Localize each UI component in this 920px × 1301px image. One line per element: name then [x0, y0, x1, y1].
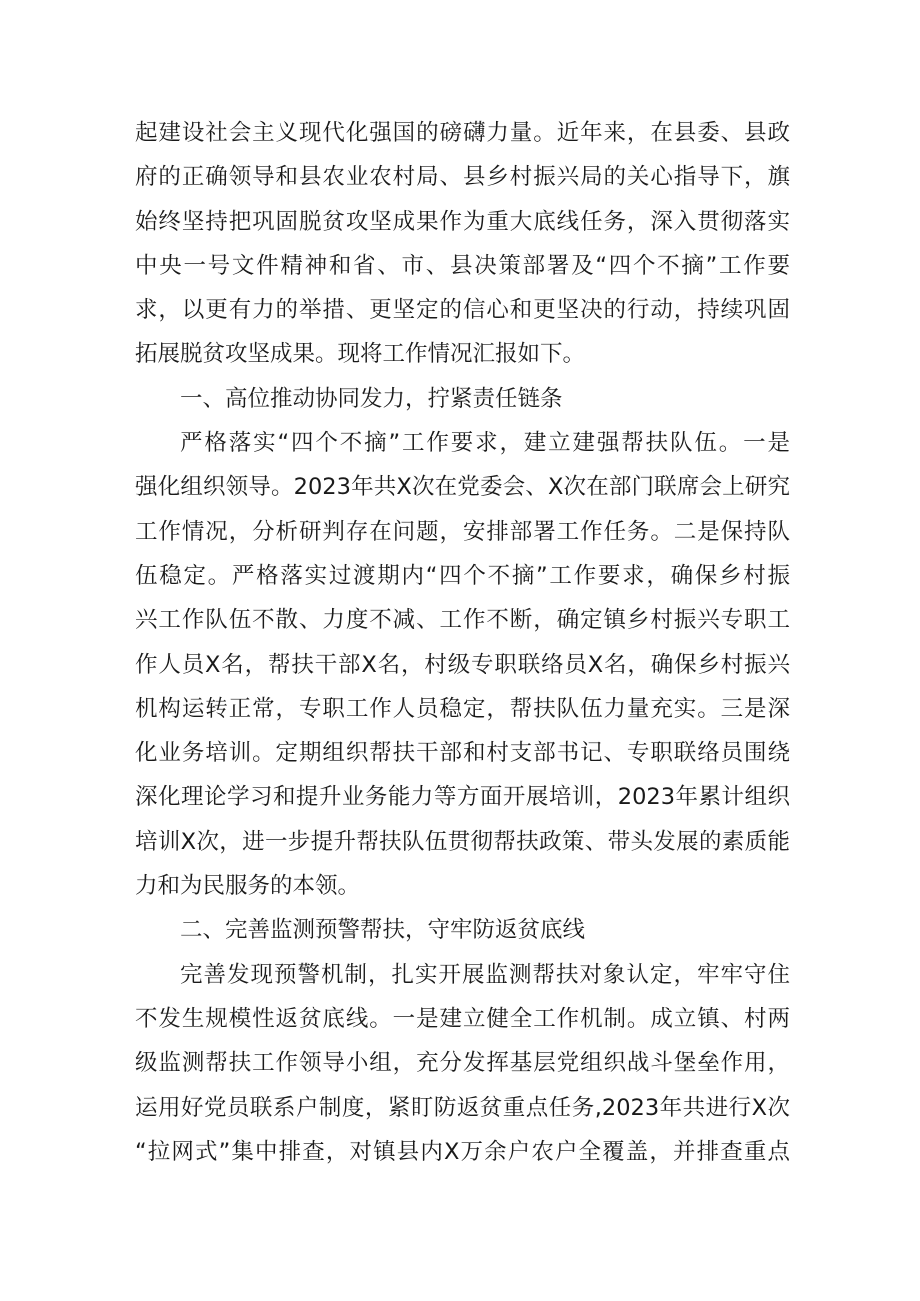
paragraph-line: 拓展脱贫攻坚成果。现将工作情况汇报如下。: [135, 341, 586, 368]
paragraph-line: 不发生规模性返贫底线。一是建立健全工作机制。成立镇、村两: [135, 1005, 790, 1032]
paragraph-line: 工作情况，分析研判存在问题，安排部署工作任务。二是保持队: [135, 518, 790, 545]
paragraph-line: 力和为民服务的本领。: [135, 873, 361, 900]
paragraph-line: 伍稳定。严格落实过渡期内“四个不摘”工作要求，确保乡村振: [135, 562, 790, 589]
paragraph-line: 完善发现预警机制，扎实开展监测帮扶对象认定，牢牢守住: [180, 961, 790, 988]
paragraph-line: “拉网式”集中排查，对镇县内X万余户农户全覆盖，并排查重点: [135, 1138, 790, 1165]
paragraph-line: 机构运转正常，专职工作人员稳定，帮扶队伍力量充实。三是深: [135, 695, 790, 722]
section-heading-1: 一、高位推动协同发力，拧紧责任链条: [180, 385, 563, 412]
paragraph-line: 求，以更有力的举措、更坚定的信心和更坚决的行动，持续巩固: [135, 297, 790, 324]
paragraph-line: 化业务培训。定期组织帮扶干部和村支部书记、专职联络员围绕: [135, 740, 790, 767]
paragraph-line: 强化组织领导。2023年共X次在党委会、X次在部门联席会上研究: [135, 474, 790, 501]
paragraph-line: 严格落实“四个不摘”工作要求，建立建强帮扶队伍。一是: [180, 430, 790, 457]
section-heading-2: 二、完善监测预警帮扶，守牢防返贫底线: [180, 917, 586, 944]
paragraph-line: 府的正确领导和县农业农村局、县乡村振兴局的关心指导下，旗: [135, 164, 790, 191]
paragraph-line: 作人员X名，帮扶干部X名，村级专职联络员X名，确保乡村振兴: [135, 651, 790, 678]
paragraph-line: 运用好党员联系户制度，紧盯防返贫重点任务,2023年共进行X次: [135, 1094, 790, 1121]
paragraph-line: 始终坚持把巩固脱贫攻坚成果作为重大底线任务，深入贯彻落实: [135, 208, 790, 235]
paragraph-line: 中央一号文件精神和省、市、县决策部署及“四个不摘”工作要: [135, 252, 790, 279]
paragraph-line: 兴工作队伍不散、力度不减、工作不断，确定镇乡村振兴专职工: [135, 607, 790, 634]
paragraph-line: 级监测帮扶工作领导小组，充分发挥基层党组织战斗堡垒作用，: [135, 1050, 790, 1077]
document-body: [135, 111, 790, 1174]
paragraph-line: 培训X次，进一步提升帮扶队伍贯彻帮扶政策、带头发展的素质能: [135, 828, 790, 855]
paragraph-line: 起建设社会主义现代化强国的磅礴力量。近年来，在县委、县政: [135, 120, 790, 146]
paragraph-line: 深化理论学习和提升业务能力等方面开展培训，2023年累计组织: [135, 784, 790, 811]
